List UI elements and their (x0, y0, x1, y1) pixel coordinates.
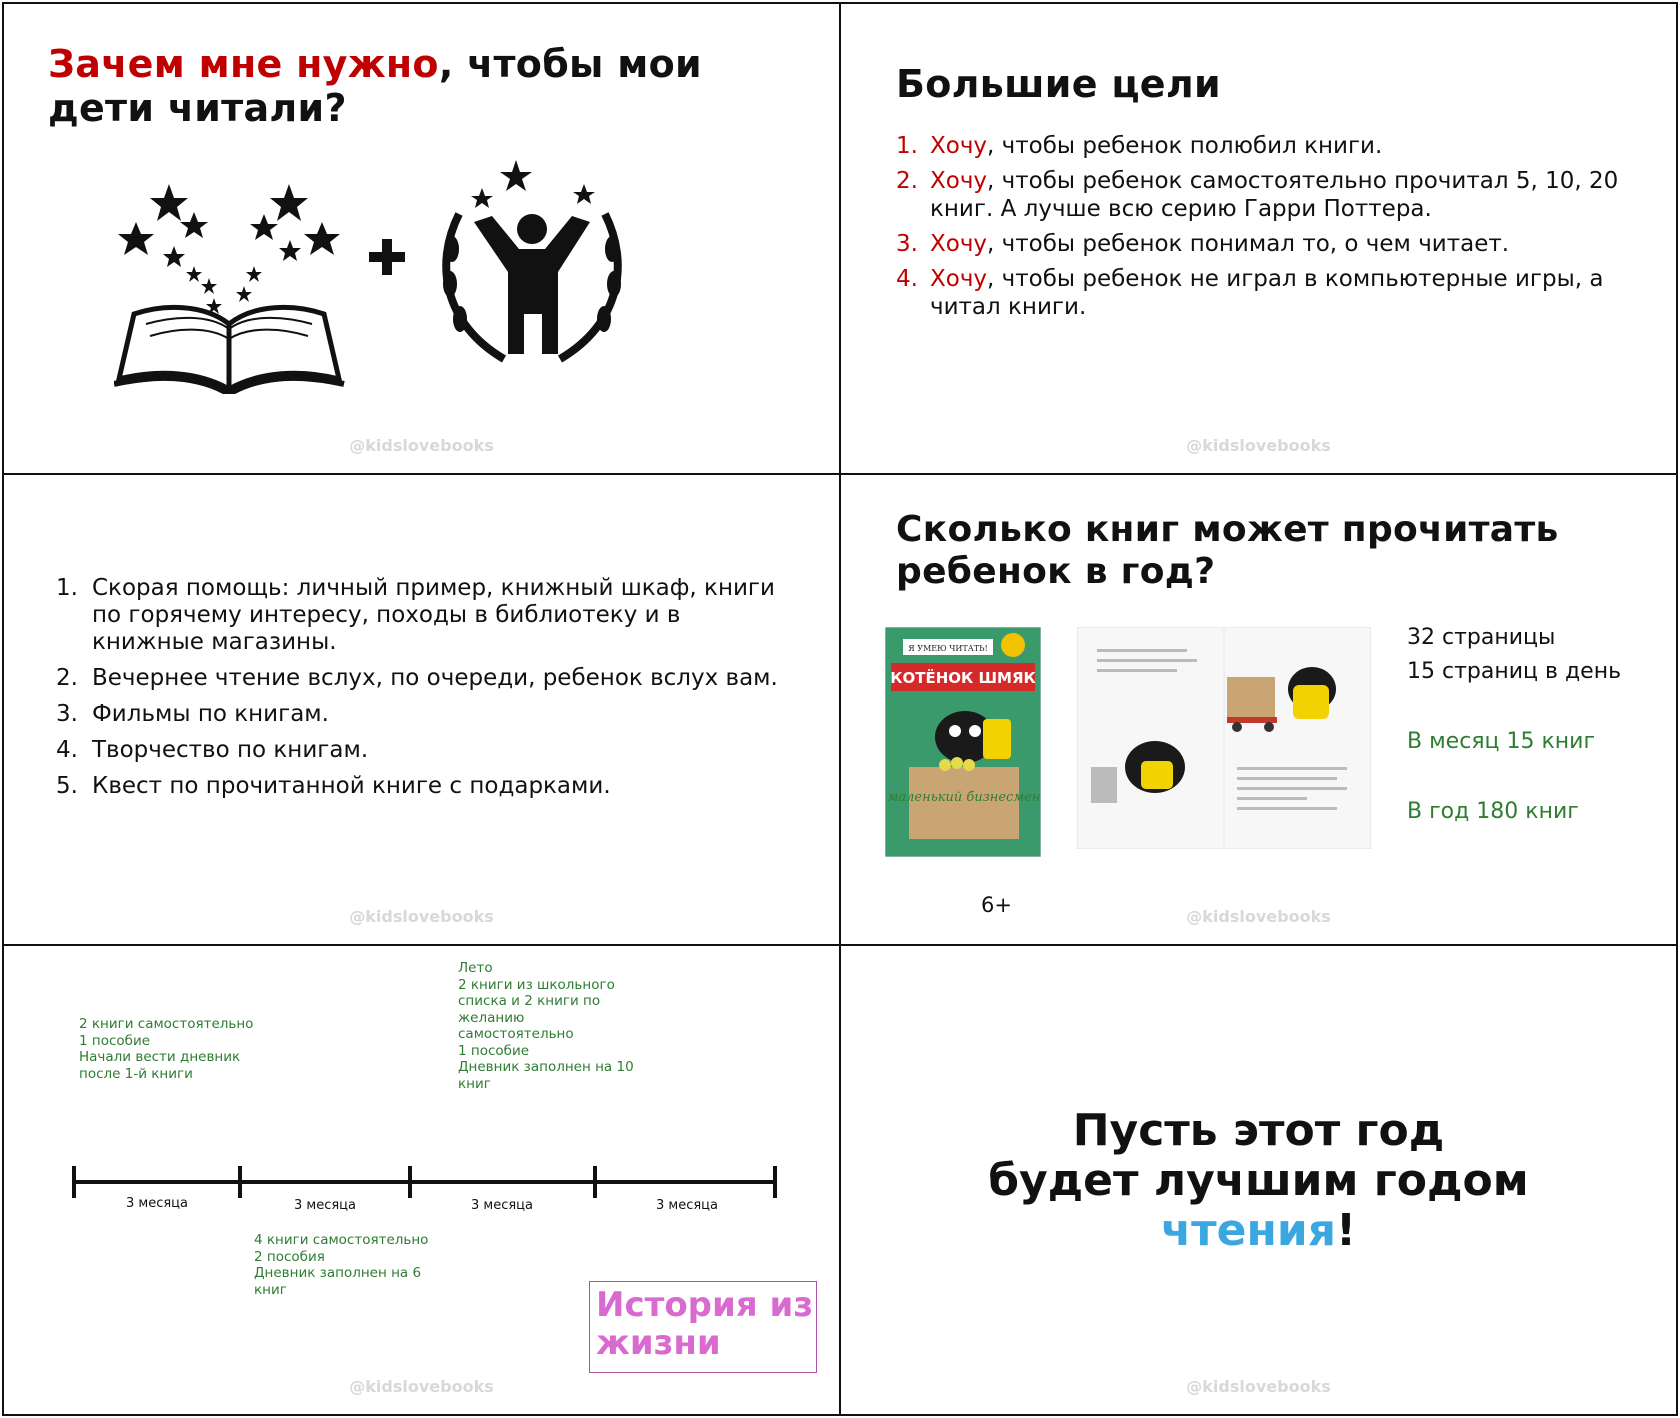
book-plus-winner-illustration (114, 154, 694, 394)
book-spread-image (1077, 627, 1371, 849)
slide-tips (2, 473, 841, 946)
closing-highlight-word: чтения (1160, 1205, 1336, 1256)
goal-lead: Хочу (930, 231, 988, 257)
stat-per-day: 15 страниц в день (1407, 659, 1622, 684)
watermark: @kidslovebooks (1186, 436, 1331, 455)
slide1-title-rest: , чтобы мои дети читали? (48, 42, 702, 130)
goal-number: 1. (896, 133, 918, 159)
winner-laurel-icon (443, 160, 621, 359)
tip-text: Фильмы по книгам. (92, 701, 329, 727)
cover-subtitle: маленький бизнесмен (887, 790, 1041, 805)
closing-message (841, 1106, 1676, 1256)
open-book-stars-icon (114, 184, 344, 394)
closing-exclamation: ! (1335, 1205, 1357, 1256)
goal-number: 3. (896, 231, 918, 257)
closing-line-3 (841, 1206, 1676, 1256)
timeline-note-2: 4 книги самостоятельно 2 пособия Дневник заполнен на 6 книг (254, 1232, 429, 1298)
watermark: @kidslovebooks (349, 1377, 494, 1396)
slide4-title: Сколько книг может прочитать ребенок в год? (896, 509, 1559, 592)
timeline-axis (72, 1166, 782, 1226)
tip-number: 5. (56, 773, 78, 799)
goal-text: , чтобы ребенок самостоятельно прочитал 5, 10, 20 книг. А лучше всю серию Гарри Поттера. (930, 168, 1619, 222)
stat-per-month: В месяц 15 книг (1407, 729, 1596, 754)
goal-item (896, 167, 1636, 223)
tip-number: 2. (56, 665, 78, 691)
slide-big-goals (839, 2, 1678, 475)
tip-number: 1. (56, 575, 78, 601)
tip-text: Творчество по книгам. (92, 737, 369, 763)
timeline-segment-label: 3 месяца (126, 1196, 188, 1211)
goals-list (896, 132, 1636, 328)
tip-text: Скорая помощь: личный пример, книжный шкаф, книги по горячему интересу, походы в библиотеку и в книжные магазины. (92, 575, 775, 655)
slide-books-per-year (839, 473, 1678, 946)
goal-lead: Хочу (930, 168, 988, 194)
timeline-note-3: Лето 2 книги из школьного списка и 2 книги по желанию самостоятельно 1 пособие Дневник заполнен на 10 книг (458, 960, 634, 1092)
timeline-segment-label: 3 месяца (471, 1198, 533, 1213)
goal-item (896, 132, 1636, 160)
watermark: @kidslovebooks (1186, 907, 1331, 926)
watermark: @kidslovebooks (1186, 1377, 1331, 1396)
watermark: @kidslovebooks (349, 436, 494, 455)
tip-item (56, 773, 796, 800)
slide2-title: Большие цели (896, 62, 1221, 106)
goal-lead: Хочу (930, 266, 988, 292)
slide1-title-highlight: Зачем мне нужно (48, 42, 439, 86)
goal-text: , чтобы ребенок не играл в компьютерные игры, а читал книги. (930, 266, 1604, 320)
plus-sign (369, 239, 405, 275)
watermark: @kidslovebooks (349, 907, 494, 926)
cover-title: КОТЁНОК ШМЯК (890, 669, 1036, 687)
stat-pages: 32 страницы (1407, 625, 1556, 650)
tip-item (56, 575, 796, 656)
goal-text: , чтобы ребенок полюбил книги. (987, 133, 1383, 159)
goal-item (896, 265, 1636, 321)
tips-list (56, 575, 796, 809)
goal-lead: Хочу (930, 133, 988, 159)
goal-number: 2. (896, 168, 918, 194)
tip-text: Квест по прочитанной книге с подарками. (92, 773, 611, 799)
closing-line-1: Пусть этот год (1072, 1105, 1445, 1156)
closing-line-2: будет лучшим годом (988, 1155, 1529, 1206)
timeline-segment-label: 3 месяца (294, 1198, 356, 1213)
goal-number: 4. (896, 266, 918, 292)
goal-text: , чтобы ребенок понимал то, о чем читает. (987, 231, 1510, 257)
tip-item (56, 665, 796, 692)
slide-timeline-story (2, 944, 841, 1416)
book-cover-image (885, 627, 1041, 857)
tip-text: Вечернее чтение вслух, по очереди, ребенок вслух вам. (92, 665, 778, 691)
slide-closing (839, 944, 1678, 1416)
cover-badge: Я УМЕЮ ЧИТАТЬ! (908, 644, 988, 653)
timeline-segment-label: 3 месяца (656, 1198, 718, 1213)
age-rating: 6+ (981, 893, 1012, 917)
timeline-note-1: 2 книги самостоятельно 1 пособие Начали вести дневник после 1-й книги (79, 1016, 254, 1082)
stat-per-year: В год 180 книг (1407, 799, 1579, 824)
slide1-title (48, 42, 768, 130)
tip-number: 4. (56, 737, 78, 763)
slide-why-read (2, 2, 841, 475)
goal-item (896, 230, 1636, 258)
tip-item (56, 701, 796, 728)
tip-item (56, 737, 796, 764)
tip-number: 3. (56, 701, 78, 727)
story-label: История из жизни (589, 1281, 817, 1373)
